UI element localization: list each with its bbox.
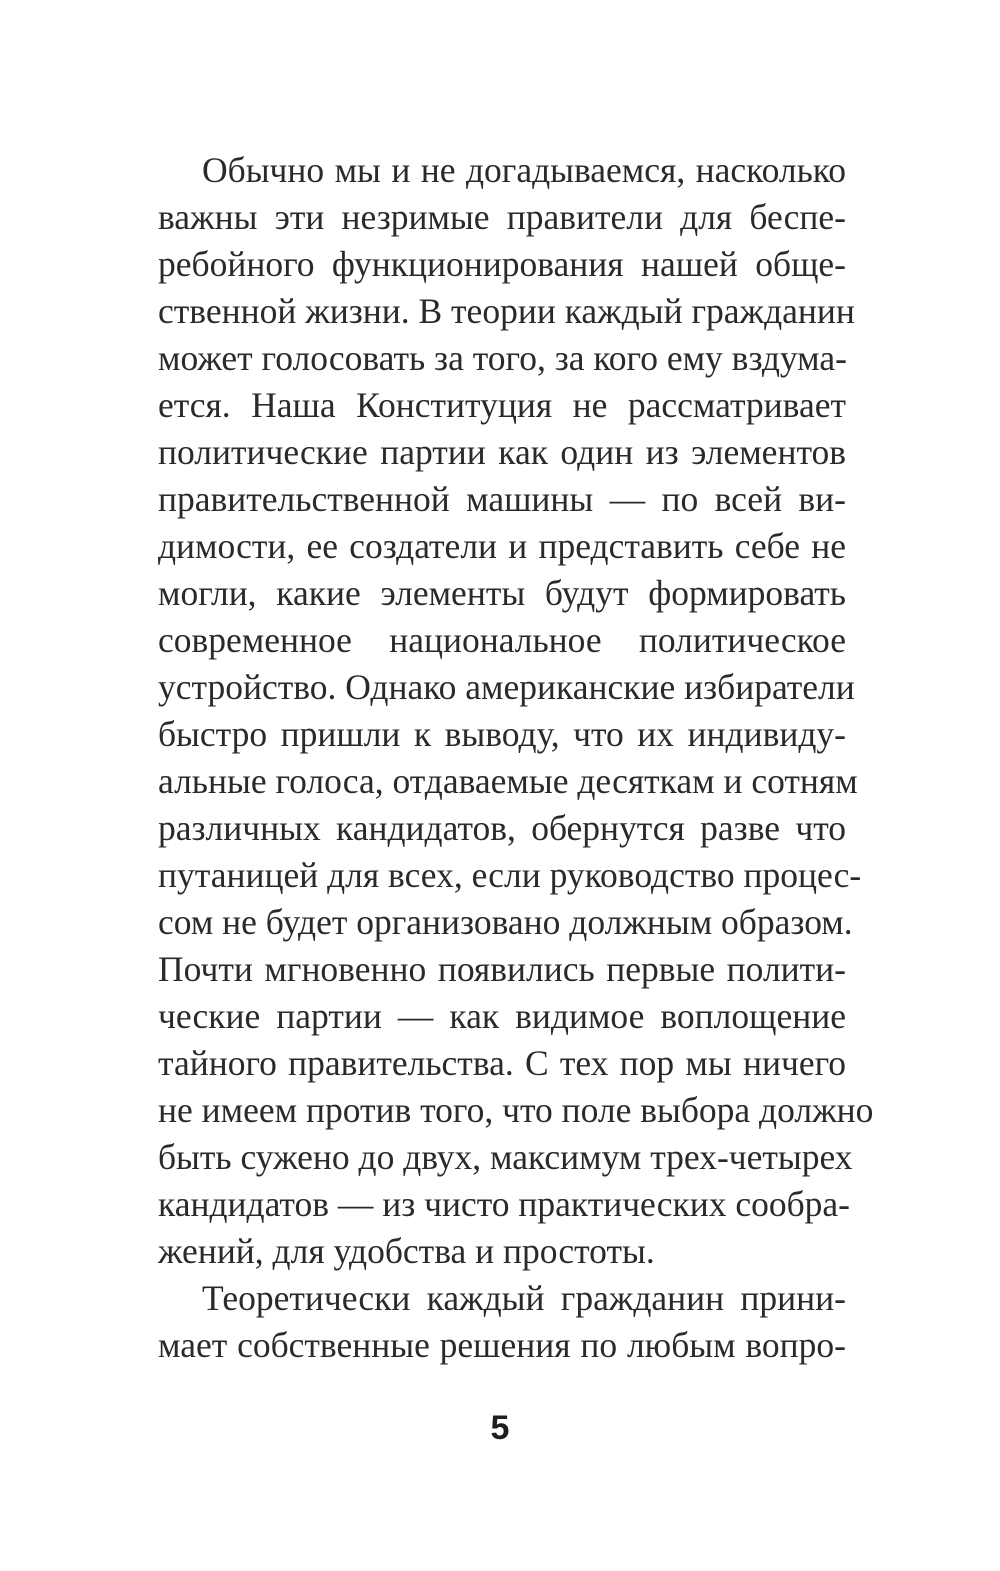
text-line: путаницей для всех, если руководство процес- (158, 855, 862, 895)
text-line: быстро пришли к выводу, что их индивиду- (158, 714, 846, 754)
text-line: устройство. Однако американские избиратели (158, 667, 855, 707)
text-line: сом не будет организовано должным образом. (158, 902, 853, 942)
text-line: ческие партии — как видимое воплощение (158, 996, 846, 1036)
text-line: ственной жизни. В теории каждый гражданин (158, 291, 855, 331)
text-line: может голосовать за того, за кого ему вздума- (158, 338, 847, 378)
text-line: тайного правительства. С тех пор мы ничего (158, 1043, 846, 1083)
text-line: жений, для удобства и простоты. (158, 1231, 655, 1271)
text-line: мает собственные решения по любым вопро- (158, 1325, 846, 1365)
text-line: Теоретически каждый гражданин прини- (202, 1278, 846, 1318)
text-line: быть сужено до двух, максимум трех-четырех (158, 1137, 853, 1177)
text-line: альные голоса, отдаваемые десяткам и сотням (158, 761, 858, 801)
text-line: правительственной машины — по всей ви- (158, 479, 846, 519)
body-text (158, 147, 874, 1369)
text-line: Почти мгновенно появились первые полити- (158, 949, 846, 989)
text-line: ребойного функционирования нашей обще- (158, 244, 846, 284)
text-line: могли, какие элементы будут формировать (158, 573, 846, 613)
text-line: ется. Наша Конституция не рассматривает (158, 385, 846, 425)
text-line: димости, ее создатели и представить себе не (158, 526, 846, 566)
text-line: Обычно мы и не догадываемся, насколько (202, 150, 846, 190)
text-line: современное национальное политическое (158, 620, 846, 660)
text-line: не имеем против того, что поле выбора должно (158, 1090, 874, 1130)
text-line: различных кандидатов, обернутся разве что (158, 808, 846, 848)
text-line: важны эти незримые правители для беспе- (158, 197, 846, 237)
text-line: политические партии как один из элементов (158, 432, 846, 472)
text-line: кандидатов — из чисто практических сообра- (158, 1184, 850, 1224)
page-number: 5 (490, 1409, 510, 1447)
